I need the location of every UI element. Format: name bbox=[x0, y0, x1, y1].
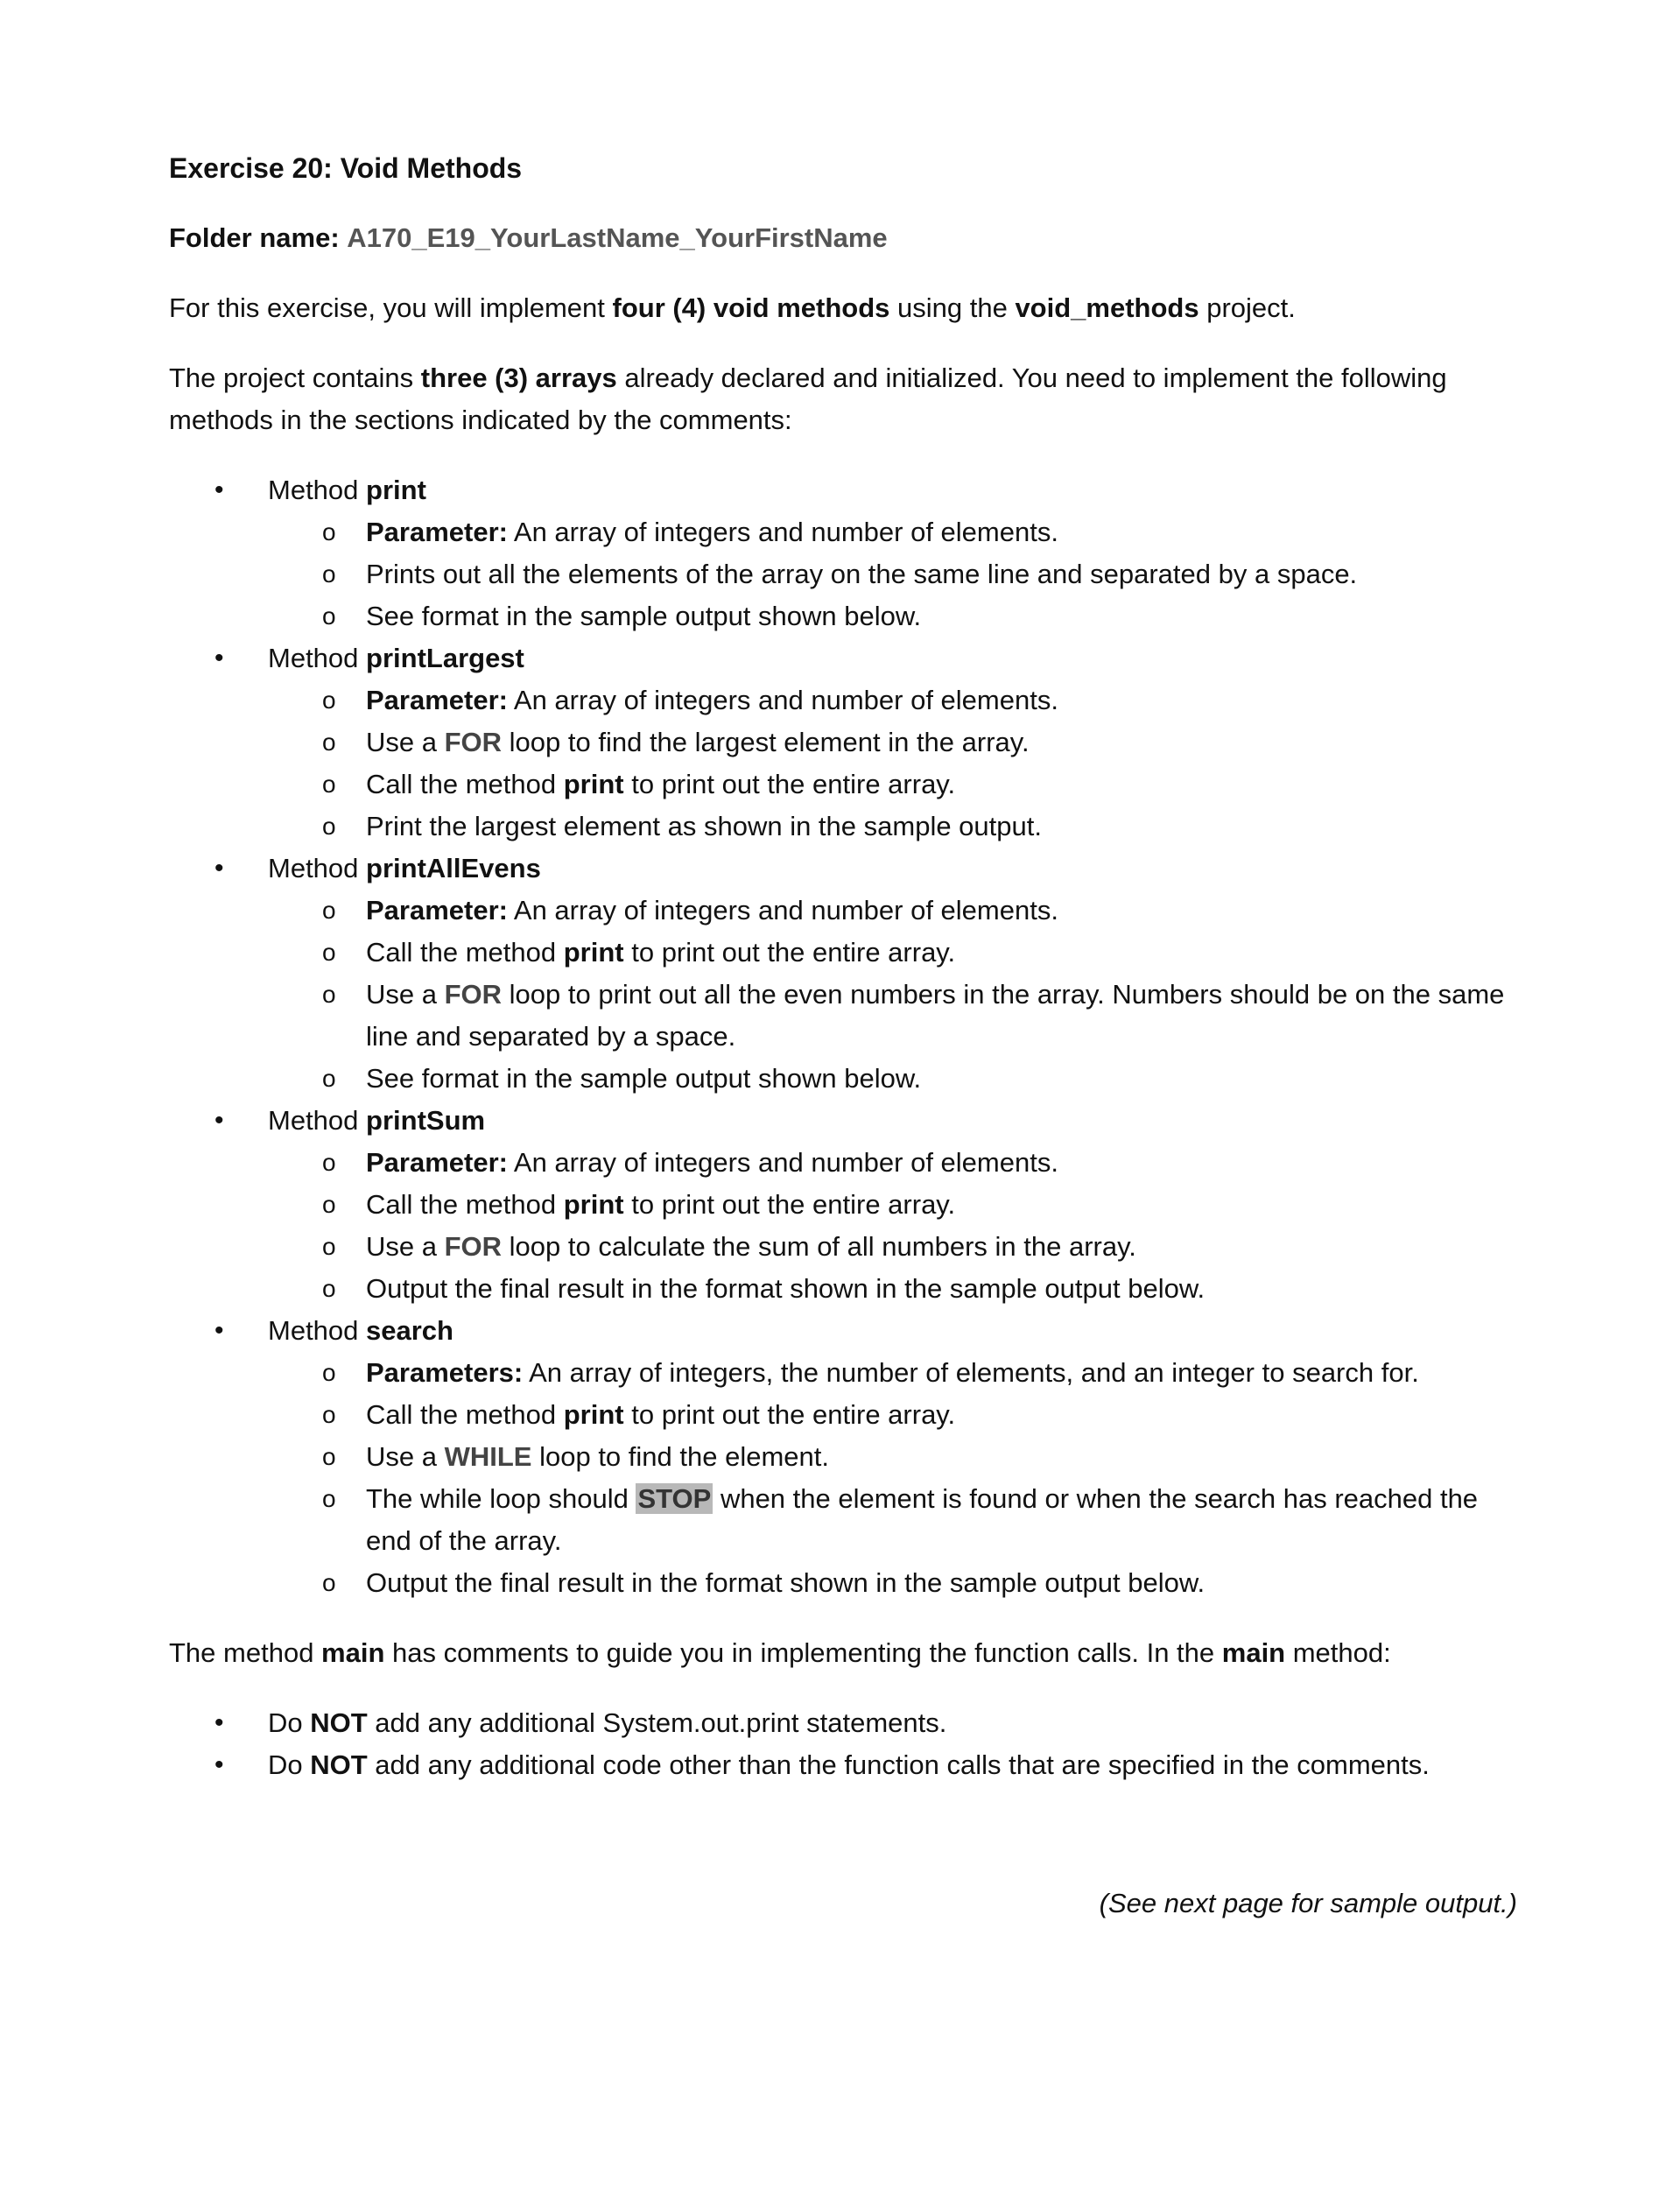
detail-text: loop to print out all the even numbers in the array. Numbers should be on the same bbox=[502, 979, 1505, 1010]
method-prefix: Method bbox=[268, 1315, 367, 1346]
loop-keyword: FOR bbox=[444, 1231, 503, 1262]
detail-text: An array of integers and number of elements. bbox=[507, 517, 1058, 547]
method-detail-item bbox=[268, 679, 1522, 721]
method-detail-item bbox=[268, 974, 1522, 1058]
rule-item bbox=[169, 1744, 1522, 1786]
rule-bold: NOT bbox=[310, 1707, 368, 1738]
main-text-3: method: bbox=[1285, 1637, 1391, 1668]
method-item bbox=[169, 848, 1522, 1100]
detail-text: end of the array. bbox=[366, 1525, 562, 1556]
method-prefix: Method bbox=[268, 643, 367, 673]
method-detail-item bbox=[268, 932, 1522, 974]
detail-text: See format in the sample output shown below. bbox=[366, 1063, 922, 1094]
main-text-2: has comments to guide you in implementing the function calls. In the bbox=[384, 1637, 1222, 1668]
arrays-text-1: The project contains bbox=[169, 362, 421, 393]
method-detail-item bbox=[268, 595, 1522, 637]
rules-list bbox=[169, 1702, 1522, 1786]
detail-text: Use a bbox=[366, 979, 445, 1010]
detail-text: Output the final result in the format shown in the sample output below. bbox=[366, 1567, 1206, 1598]
detail-text: loop to calculate the sum of all numbers in the array. bbox=[502, 1231, 1136, 1262]
detail-text: Call the method bbox=[366, 769, 564, 799]
main-bold-1: main bbox=[321, 1637, 385, 1668]
detail-text: Use a bbox=[366, 727, 445, 757]
method-name: printLargest bbox=[366, 643, 524, 673]
detail-text: to print out the entire array. bbox=[623, 937, 956, 968]
detail-text: Call the method bbox=[366, 937, 564, 968]
main-paragraph bbox=[169, 1632, 1522, 1674]
detail-text: An array of integers and number of elements. bbox=[507, 685, 1058, 715]
intro-text-3: project. bbox=[1198, 292, 1296, 323]
method-name: search bbox=[366, 1315, 453, 1346]
detail-text: Call the method bbox=[366, 1399, 564, 1430]
method-detail-item bbox=[268, 1268, 1522, 1310]
rule-text: add any additional code other than the function calls that are specified in the comments. bbox=[367, 1749, 1430, 1780]
rule-text: Do bbox=[268, 1749, 311, 1780]
detail-text: The while loop should bbox=[366, 1483, 636, 1514]
folder-value: A170_E19_YourLastName_YourFirstName bbox=[347, 222, 888, 253]
loop-keyword: FOR bbox=[444, 979, 503, 1010]
detail-label: Parameter: bbox=[366, 685, 508, 715]
intro-text-1: For this exercise, you will implement bbox=[169, 292, 613, 323]
arrays-text-2: already declared and initialized. You need to implement the following bbox=[616, 362, 1447, 393]
method-item bbox=[169, 469, 1522, 637]
arrays-paragraph bbox=[169, 357, 1522, 441]
detail-text: Use a bbox=[366, 1441, 445, 1472]
detail-text: loop to find the largest element in the array. bbox=[502, 727, 1030, 757]
footer-note: (See next page for sample output.) bbox=[1099, 1888, 1517, 1918]
method-detail-item bbox=[268, 764, 1522, 806]
method-detail-item bbox=[268, 1478, 1522, 1562]
detail-text: An array of integers and number of elements. bbox=[507, 1147, 1058, 1178]
method-detail-item bbox=[268, 1352, 1522, 1394]
method-detail-item bbox=[268, 721, 1522, 764]
main-text-1: The method bbox=[169, 1637, 322, 1668]
intro-paragraph bbox=[169, 287, 1522, 329]
detail-text: Print the largest element as shown in the sample output. bbox=[366, 811, 1042, 841]
method-detail-item bbox=[268, 1058, 1522, 1100]
detail-method-ref: print bbox=[563, 937, 624, 968]
rule-text: Do bbox=[268, 1707, 311, 1738]
folder-name bbox=[169, 217, 1522, 259]
method-prefix: Method bbox=[268, 853, 367, 883]
detail-text: to print out the entire array. bbox=[623, 1189, 956, 1220]
method-detail-item bbox=[268, 1184, 1522, 1226]
method-details bbox=[268, 679, 1522, 848]
detail-label: Parameter: bbox=[366, 517, 508, 547]
method-detail-item bbox=[268, 1142, 1522, 1184]
method-name: print bbox=[366, 475, 426, 505]
loop-keyword: WHILE bbox=[444, 1441, 532, 1472]
methods-list bbox=[169, 469, 1522, 1604]
method-item bbox=[169, 637, 1522, 848]
detail-text: Call the method bbox=[366, 1189, 564, 1220]
folder-label: Folder name: bbox=[169, 222, 340, 253]
detail-method-ref: print bbox=[563, 1399, 624, 1430]
method-details bbox=[268, 511, 1522, 637]
method-detail-item bbox=[268, 890, 1522, 932]
method-detail-item bbox=[268, 553, 1522, 595]
intro-bold-1: four (4) void methods bbox=[612, 292, 890, 323]
detail-text: Output the final result in the format shown in the sample output below. bbox=[366, 1273, 1206, 1304]
detail-label: Parameter: bbox=[366, 895, 508, 926]
method-detail-item bbox=[268, 511, 1522, 553]
rule-bold: NOT bbox=[310, 1749, 368, 1780]
method-detail-item bbox=[268, 1436, 1522, 1478]
arrays-text-3: methods in the sections indicated by the comments: bbox=[169, 405, 792, 435]
intro-text-2: using the bbox=[889, 292, 1016, 323]
page-title: Exercise 20: Void Methods bbox=[169, 152, 523, 184]
method-details bbox=[268, 1352, 1522, 1604]
loop-keyword: FOR bbox=[444, 727, 503, 757]
method-item bbox=[169, 1310, 1522, 1604]
detail-text: loop to find the element. bbox=[531, 1441, 829, 1472]
method-name: printAllEvens bbox=[366, 853, 541, 883]
method-detail-item bbox=[268, 806, 1522, 848]
method-details bbox=[268, 1142, 1522, 1310]
detail-text: to print out the entire array. bbox=[623, 769, 956, 799]
detail-method-ref: print bbox=[563, 1189, 624, 1220]
highlighted-keyword: STOP bbox=[637, 1483, 712, 1514]
method-detail-item bbox=[268, 1562, 1522, 1604]
method-prefix: Method bbox=[268, 1105, 367, 1136]
detail-text: An array of integers and number of elements. bbox=[507, 895, 1058, 926]
method-name: printSum bbox=[366, 1105, 486, 1136]
rule-item bbox=[169, 1702, 1522, 1744]
method-prefix: Method bbox=[268, 475, 367, 505]
detail-text: line and separated by a space. bbox=[366, 1021, 736, 1052]
method-details bbox=[268, 890, 1522, 1100]
main-bold-2: main bbox=[1221, 1637, 1286, 1668]
method-detail-item bbox=[268, 1394, 1522, 1436]
detail-label: Parameters: bbox=[366, 1357, 524, 1388]
detail-text: An array of integers, the number of elements, and an integer to search for. bbox=[523, 1357, 1419, 1388]
detail-text: to print out the entire array. bbox=[623, 1399, 956, 1430]
method-detail-item bbox=[268, 1226, 1522, 1268]
detail-text: when the element is found or when the search has reached the bbox=[713, 1483, 1479, 1514]
detail-text: Use a bbox=[366, 1231, 445, 1262]
detail-text: Prints out all the elements of the array on the same line and separated by a space. bbox=[366, 559, 1358, 589]
arrays-bold-1: three (3) arrays bbox=[420, 362, 617, 393]
rule-text: add any additional System.out.print statements. bbox=[367, 1707, 947, 1738]
intro-bold-2: void_methods bbox=[1015, 292, 1199, 323]
detail-label: Parameter: bbox=[366, 1147, 508, 1178]
detail-method-ref: print bbox=[563, 769, 624, 799]
detail-text: See format in the sample output shown below. bbox=[366, 601, 922, 631]
method-item bbox=[169, 1100, 1522, 1310]
